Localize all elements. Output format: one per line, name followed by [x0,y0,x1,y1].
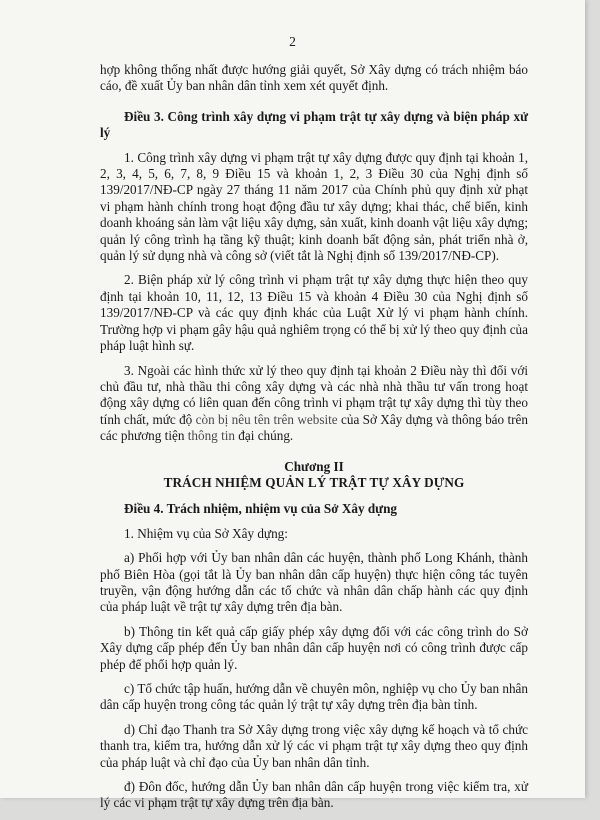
article-3-clause-2: 2. Biện pháp xử lý công trình vi phạm trật tự xây dựng thực hiện theo quy định tại khoản 10, 11, 12, 13 Điều 15 và khoản 4 Điều 30 của Nghị định số 139/2017/NĐ-CP và các quy định khác của Luật Xử lý vi phạm hành chính. Trường hợp vi phạm gây hậu quả nghiêm trọng có thể bị xử lý theo quy định của pháp luật hình sự. [100,272,528,354]
article-4-item-d: d) Chỉ đạo Thanh tra Sở Xây dựng trong việc xây dựng kế hoạch và tổ chức thanh tra, kiểm tra, hướng dẫn xử lý các vi phạm trật tự xây dựng theo quy định của pháp luật và chỉ đạo của Ủy ban nhân dân tỉnh. [100,721,528,770]
article-4-item-a: a) Phối hợp với Ủy ban nhân dân các huyện, thành phố Long Khánh, thành phố Biên Hòa (gọi tắt là Ủy ban nhân dân cấp huyện) thực hiện công tác tuyên truyền, vận động hướng dẫn các tổ chức và nhân dân chấp hành các quy định của pháp luật về trật tự xây dựng trên địa bàn. [100,550,528,615]
paragraph-continuation: hợp không thống nhất được hướng giải quyết, Sở Xây dựng có trách nhiệm báo cáo, đề xuất Ủy ban nhân dân tỉnh xem xét quyết định. [100,62,528,94]
clause-3-text-b: còn bị nêu tên trên website [195,411,338,427]
article-3-heading: Điều 3. Công trình xây dựng vi phạm trật tự xây dựng và biện pháp xử lý [100,108,528,141]
chapter-label: Chương II [284,458,344,474]
clause-3-text-d: thông tin [187,428,235,444]
article-4-clause-1: 1. Nhiệm vụ của Sở Xây dựng: [124,525,288,541]
article-3-clause-3 [100,363,528,445]
article-3-clause-1: 1. Công trình xây dựng vi phạm trật tự xây dựng được quy định tại khoản 1, 2, 3, 4, 5, 6, 7, 8, 9 Điều 15 và khoản 1, 2, 3 Điều 30 của Nghị định số 139/2017/NĐ-CP ngày 27 tháng 11 năm 2017 của Chính phủ quy định xử phạt vi phạm hành chính trong hoạt động đầu tư xây dựng; khai thác, chế biến, kinh doanh khoáng sản làm vật liệu xây dựng, sản xuất, kinh doanh vật liệu xây dựng; quản lý công trình hạ tầng kỹ thuật; kinh doanh bất động sản, phát triển nhà ở, quản lý sử dụng nhà và công sở (viết tắt là Nghị định số 139/2017/NĐ-CP). [100,149,528,264]
chapter-title: TRÁCH NHIỆM QUẢN LÝ TRẬT TỰ XÂY DỰNG [163,474,465,490]
article-4-heading: Điều 4. Trách nhiệm, nhiệm vụ của Sở Xây dựng [124,501,398,517]
document-body [100,62,528,820]
article-4-item-b: b) Thông tin kết quả cấp giấy phép xây dựng đối với các công trình do Sở Xây dựng cấp phép đến Ủy ban nhân dân cấp huyện nơi có công trình được cấp phép để phối hợp quản lý. [100,623,528,672]
clause-3-text-c: của Sở Xây dựng và thông báo trên các phương tiện [100,411,528,444]
clause-3-text-a: 3. Ngoài các hình thức xử lý theo quy định tại khoản 2 Điều này thì đối với chủ đầu tư, nhà thầu thi công xây dựng và các nhà nhà thầu tư vấn trong hoạt động xây dựng có liên quan đến công trình vi phạm trật tự xây dựng thì tùy theo tính chất, mức độ [100,362,528,427]
clause-3-text-e: đại chúng. [235,428,294,444]
article-4-item-c: c) Tổ chức tập huấn, hướng dẫn về chuyên môn, nghiệp vụ cho Ủy ban nhân dân cấp huyện trong công tác quản lý trật tự xây dựng trên địa bàn tỉnh. [100,681,528,713]
article-4-item-dd: đ) Đôn đốc, hướng dẫn Ủy ban nhân dân cấp huyện trong việc kiểm tra, xử lý các vi phạm trật tự xây dựng trên địa bàn. [100,779,528,811]
page-number: 2 [289,34,296,49]
